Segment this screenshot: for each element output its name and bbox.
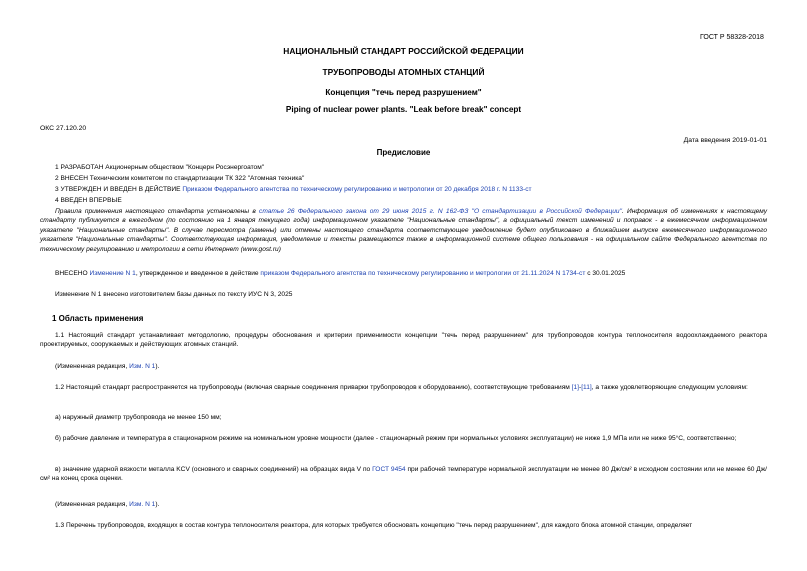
edit-note-1: [40, 362, 767, 371]
national-standard-title: НАЦИОНАЛЬНЫЙ СТАНДАРТ РОССИЙСКОЙ ФЕДЕРАЦИИ: [283, 46, 524, 56]
foreword-item-3: [55, 186, 532, 194]
edit-note-2: [40, 500, 767, 509]
section-1-heading: 1 Область применения: [52, 314, 144, 323]
federal-law-link[interactable]: статье 26 Федерального закона от 29 июня 2015 г. N 162-ФЗ "О стандартизации в Российской Федерации": [259, 208, 622, 215]
subject-title: ТРУБОПРОВОДЫ АТОМНЫХ СТАНЦИЙ: [322, 67, 485, 77]
amendment-note: [40, 290, 767, 299]
gost-number: ГОСТ Р 58328-2018: [700, 34, 764, 41]
edit-note-2-text-b: ).: [155, 501, 160, 508]
gost-9454-link[interactable]: ГОСТ 9454: [372, 466, 406, 473]
change-1-link[interactable]: Изм. N 1: [129, 363, 156, 370]
condition-a: [40, 413, 767, 422]
condition-c-text-b: при рабочей температуре нормальной эксплуатации не менее 80 Дж/см² в исходном состоянии или не менее 60 Дж/см² на конец срока оценки.: [40, 466, 768, 483]
paragraph-1-3: [40, 521, 767, 530]
condition-b: [40, 434, 767, 443]
condition-a-text: а) наружный диаметр трубопровода не менее 150 мм;: [55, 414, 222, 421]
application-rules-paragraph: [40, 207, 767, 254]
condition-b-text: б) рабочие давление и температура в стационарном режиме на номинальном уровне мощности (далее - стационарный режим при нормальных условиях эксплуатации) не ниже 1,9 МПа или не ниже 95°С, соответственно;: [55, 435, 737, 442]
condition-c-text-a: в) значение ударной вязкости металла KCV (основного и сварных соединений) на образцах вида V по: [55, 466, 373, 473]
rules-text-b: . Информация об изменениях к настоящему стандарту публикуется в ежегодном (по состоянию на 1 января текущего года) информационном указателе "Национальные стандарты", а официальный текст изменений и поправок - в ежемесячном информационном указателе "Национальные стандарты". В случае пересмотра (замены) или отмены настоящего стандарта соответствующее уведомление будет опубликовано в ближайшем выпуске ежемесячного информационного указателя "Национальные стандарты". Соответствующая информация, уведомление и тексты размещаются также в информационной системе общего пользования - на официальном сайте Федерального агентства по техническому регулированию и метрологии в сети Интернет (www.gost.ru): [40, 208, 768, 253]
paragraph-1-2-text-a: 1.2 Настоящий стандарт распространяется на трубопроводы (включая сварные соединения приварки трубопроводов к оборудованию), соответствующие требованиям: [55, 384, 572, 391]
rules-text-a: Правила применения настоящего стандарта установлены в: [55, 208, 260, 215]
concept-title-ru: Концепция "течь перед разрушением": [325, 88, 482, 97]
concept-title-en: Piping of nuclear power plants. "Leak before break" concept: [285, 105, 522, 114]
reference-1-link[interactable]: [1]: [571, 384, 579, 391]
amendment-text-c: с 30.01.2025: [585, 270, 626, 277]
amendment-1-link[interactable]: Изменение N 1: [89, 270, 136, 277]
amendment-text-b: , утвержденное и введенное в действие: [135, 270, 261, 277]
amendment-note-text: Изменение N 1 внесено изготовителем базы данных по тексту ИУС N 3, 2025: [55, 291, 293, 298]
reference-11-link[interactable]: [11]: [581, 384, 592, 391]
paragraph-1-1: [40, 331, 767, 350]
intro-date: Дата введения 2019-01-01: [683, 137, 767, 144]
foreword-item-2: 2 ВНЕСЕН Техническим комитетом по стандартизации ТК 322 "Атомная техника": [55, 175, 305, 182]
edit-note-text-a: (Измененная редакция,: [55, 363, 130, 370]
foreword-heading: Предисловие: [376, 148, 431, 157]
order-link-2024[interactable]: приказом Федерального агентства по техническому регулированию и метрологии от 21.11.2024 N 1734-ст: [260, 270, 586, 277]
paragraph-1-3-text: 1.3 Перечень трубопроводов, входящих в состав контура теплоносителя реактора, для которых требуется обосновать концепцию "течь перед разрушением", для каждого блока атомной станции, определяет: [55, 522, 693, 529]
amendment-paragraph: [40, 269, 767, 278]
foreword-item-1: 1 РАЗРАБОТАН Акционерным обществом "Концерн Росэнергоатом": [55, 164, 265, 171]
reference-dash: -: [579, 384, 582, 391]
oks-code: ОКС 27.120.20: [40, 125, 87, 132]
edit-note-text-b: ).: [155, 363, 160, 370]
paragraph-1-2: [40, 383, 767, 392]
condition-c: [40, 465, 767, 484]
change-1-link-2[interactable]: Изм. N 1: [129, 501, 156, 508]
paragraph-1-2-text-b: , а также удовлетворяющие следующим условиям:: [591, 384, 748, 391]
order-link-2018[interactable]: Приказом Федерального агентства по техническому регулированию и метрологии от 20 декабря 2018 г. N 1133-ст: [182, 186, 532, 193]
edit-note-2-text-a: (Измененная редакция,: [55, 501, 130, 508]
foreword-item-4: 4 ВВЕДЕН ВПЕРВЫЕ: [55, 197, 122, 204]
amendment-text-a: ВНЕСЕНО: [55, 270, 90, 277]
paragraph-1-1-text: 1.1 Настоящий стандарт устанавливает методологию, процедуры обоснования и критерии применимости концепции "течь перед разрушением" для трубопроводов контура теплоносителя водоохлаждаемого реактора проектируемых, сооружаемых и действующих атомных станций.: [40, 332, 767, 349]
foreword-item-3-text: 3 УТВЕРЖДЕН И ВВЕДЕН В ДЕЙСТВИЕ: [55, 186, 183, 193]
